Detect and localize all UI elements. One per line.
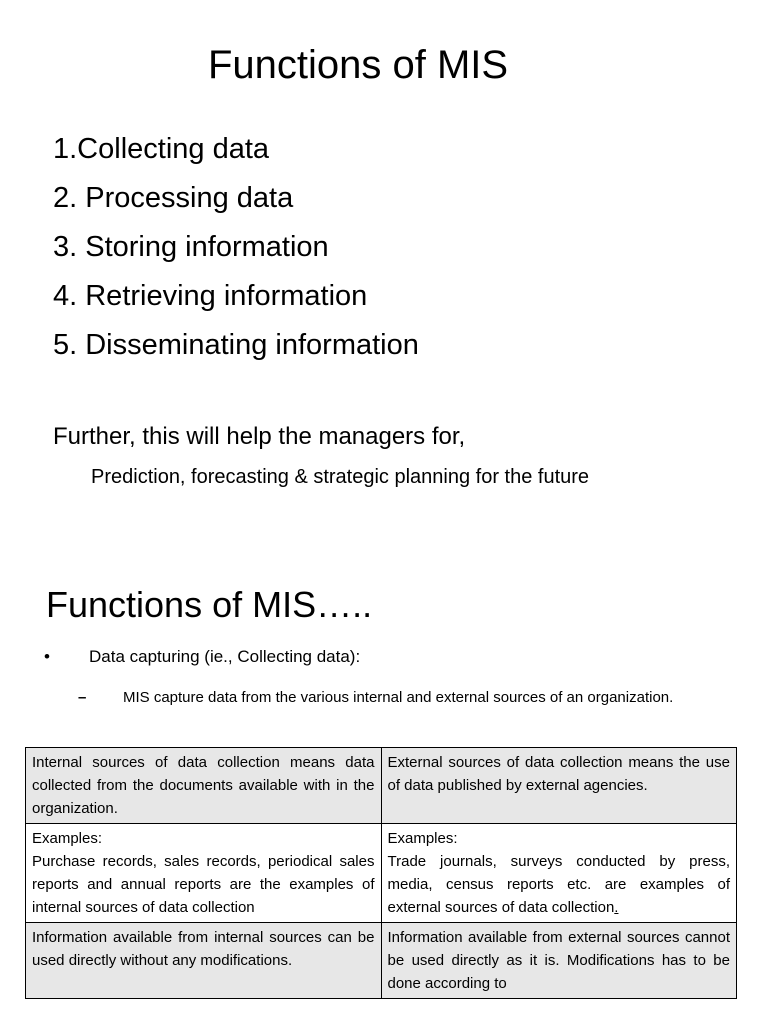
- sub-bullet-text: MIS capture data from the various internal and external sources of an organization.: [123, 689, 674, 706]
- sub-bullet: [78, 686, 721, 709]
- bullet-icon: •: [44, 647, 50, 666]
- dash-icon: –: [78, 689, 87, 706]
- examples-label: Examples:: [32, 830, 103, 847]
- internal-cell: Information available from internal sources can be used directly without any modifications.: [26, 923, 382, 999]
- internal-examples: Purchase records, sales records, periodical sales reports and annual reports are the examples of internal sources of data collection: [32, 853, 375, 916]
- list-item: 2. Processing data: [53, 182, 294, 214]
- internal-cell: [26, 824, 382, 923]
- functions-list: [53, 125, 419, 370]
- bullet-text: Data capturing (ie., Collecting data):: [89, 647, 361, 666]
- internal-cell: Internal sources of data collection means data collected from the documents available with in the organization.: [26, 748, 382, 824]
- slide-title: Functions of MIS…..: [46, 584, 373, 625]
- external-examples-text: Trade journals, surveys conducted by press, media, census reports etc. are examples of external sources of data collection: [387, 853, 730, 916]
- external-cell: Information available from external sources cannot be used directly as it is. Modifications has to be done according to: [381, 923, 737, 999]
- list-item: 4. Retrieving information: [53, 280, 368, 312]
- list-item: 1.Collecting data: [53, 133, 270, 165]
- table-row: [26, 824, 737, 923]
- list-item: 3. Storing information: [53, 231, 329, 263]
- table-row: [26, 923, 737, 999]
- external-cell: [381, 824, 737, 923]
- table-row: [26, 748, 737, 824]
- examples-label: Examples:: [387, 830, 458, 847]
- prediction-text: Prediction, forecasting & strategic planning for the future: [91, 466, 590, 488]
- external-cell: External sources of data collection means the use of data published by external agencies.: [381, 748, 737, 824]
- underlined-period: .: [614, 899, 619, 916]
- external-examples: [388, 850, 731, 919]
- further-text: Further, this will help the managers for,: [53, 423, 466, 450]
- data-sources-table: [25, 747, 737, 999]
- list-item: 5. Disseminating information: [53, 329, 419, 361]
- slide-functions-of-mis-continued: [0, 540, 768, 1024]
- slide-title: Functions of MIS: [207, 43, 509, 87]
